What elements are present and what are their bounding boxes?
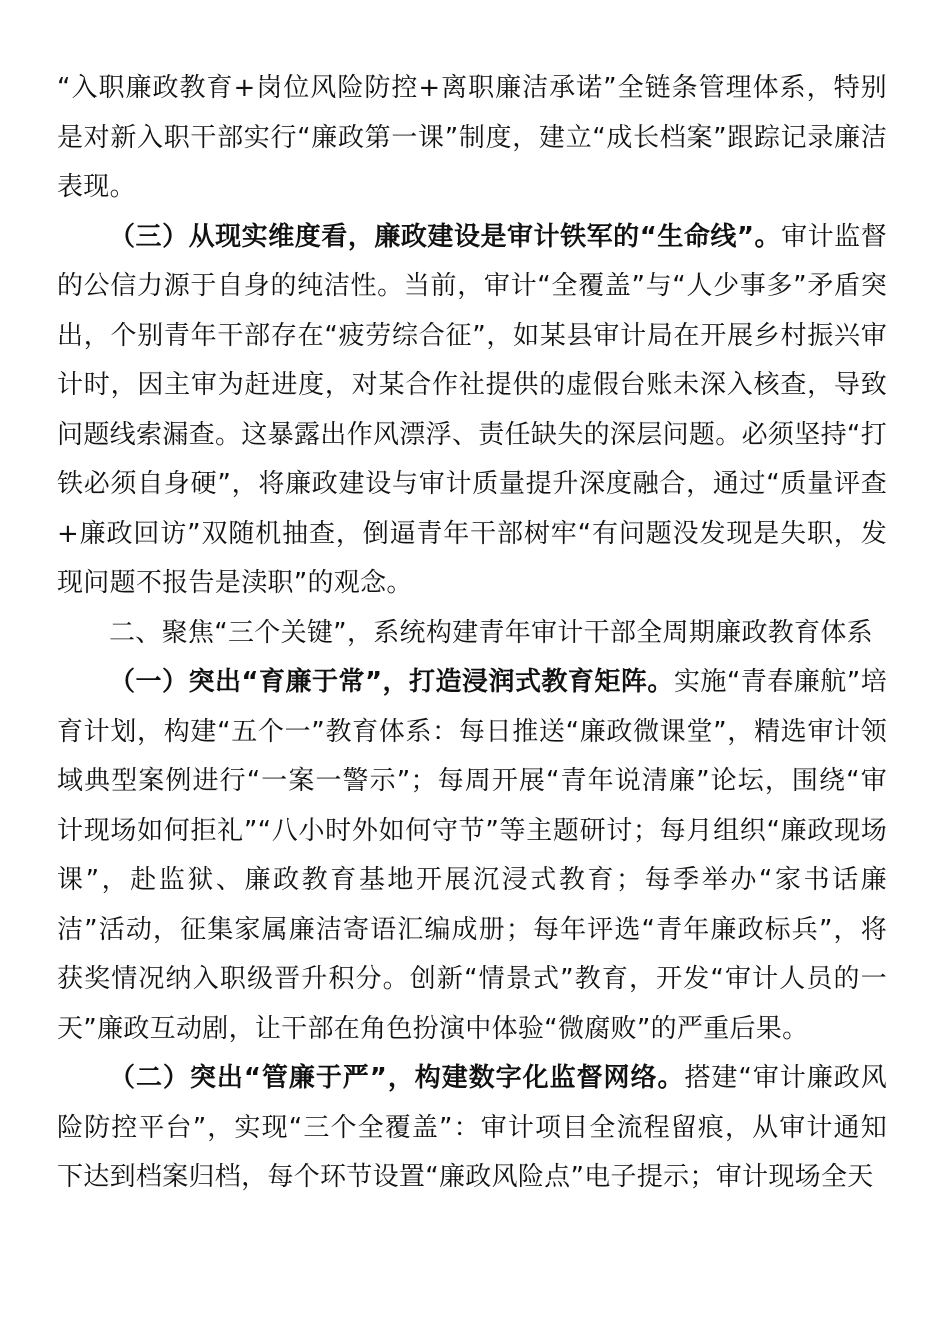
paragraph-management-system (57, 64, 887, 213)
paragraph-education-matrix (57, 658, 887, 1054)
section-heading-1: （一）突出“育廉于常”，打造浸润式教育矩阵。 (109, 667, 674, 697)
paragraph-reality-dimension (57, 213, 887, 609)
paragraph-text: 搭建“审计廉政风险防控平台”，实现“三个全覆盖”：审计项目全流程留痕，从审计通知下达到档案归档，每个环节设置“廉政风险点”电子提示；审计现场全天 (57, 1063, 887, 1192)
chapter-heading-text: 二、聚焦“三个关键”，系统构建青年审计干部全周期廉政教育体系 (109, 617, 873, 648)
paragraph-digital-supervision (57, 1054, 887, 1203)
paragraph-text: 实施“青春廉航”培育计划，构建“五个一”教育体系：每日推送“廉政微课堂”，精选审计领域典型案例进行“一案一警示”；每周开展“青年说清廉”论坛，围绕“审计现场如何拒礼”“八小时外如何守节”等主题研讨；每月组织“廉政现场课”，赴监狱、廉政教育基地开展沉浸式教育；每季举办“家书话廉洁”活动，征集家属廉洁寄语汇编成册；每年评选“青年廉政标兵”，将获奖情况纳入职级晋升积分。创新“情景式”教育，开发“审计人员的一天”廉政互动剧，让干部在角色扮演中体验“微腐败”的严重后果。 (57, 667, 888, 1044)
document-body (57, 64, 887, 1203)
paragraph-text: “入职廉政教育+岗位风险防控+离职廉洁承诺”全链条管理体系，特别是对新入职干部实行“廉政第一课”制度，建立“成长档案”跟踪记录廉洁表现。 (57, 73, 887, 202)
section-heading-2: （二）突出“管廉于严”，构建数字化监督网络。 (109, 1063, 685, 1093)
section-heading-3: （三）从现实维度看，廉政建设是审计铁军的“生命线”。 (109, 221, 782, 252)
paragraph-text: 审计监督的公信力源于自身的纯洁性。当前，审计“全覆盖”与“人少事多”矛盾突出，个别青年干部存在“疲劳综合征”，如某县审计局在开展乡村振兴审计时，因主审为赶进度，对某合作社提供的虚假台账未深入核查，导致问题线索漏查。这暴露出作风漂浮、责任缺失的深层问题。必须坚持“打铁必须自身硬”，将廉政建设与审计质量提升深度融合，通过“质量评查+廉政回访”双随机抽查，倒逼青年干部树牢“有问题没发现是失职，发现问题不报告是渎职”的观念。 (57, 221, 887, 598)
chapter-heading-2 (57, 609, 887, 659)
